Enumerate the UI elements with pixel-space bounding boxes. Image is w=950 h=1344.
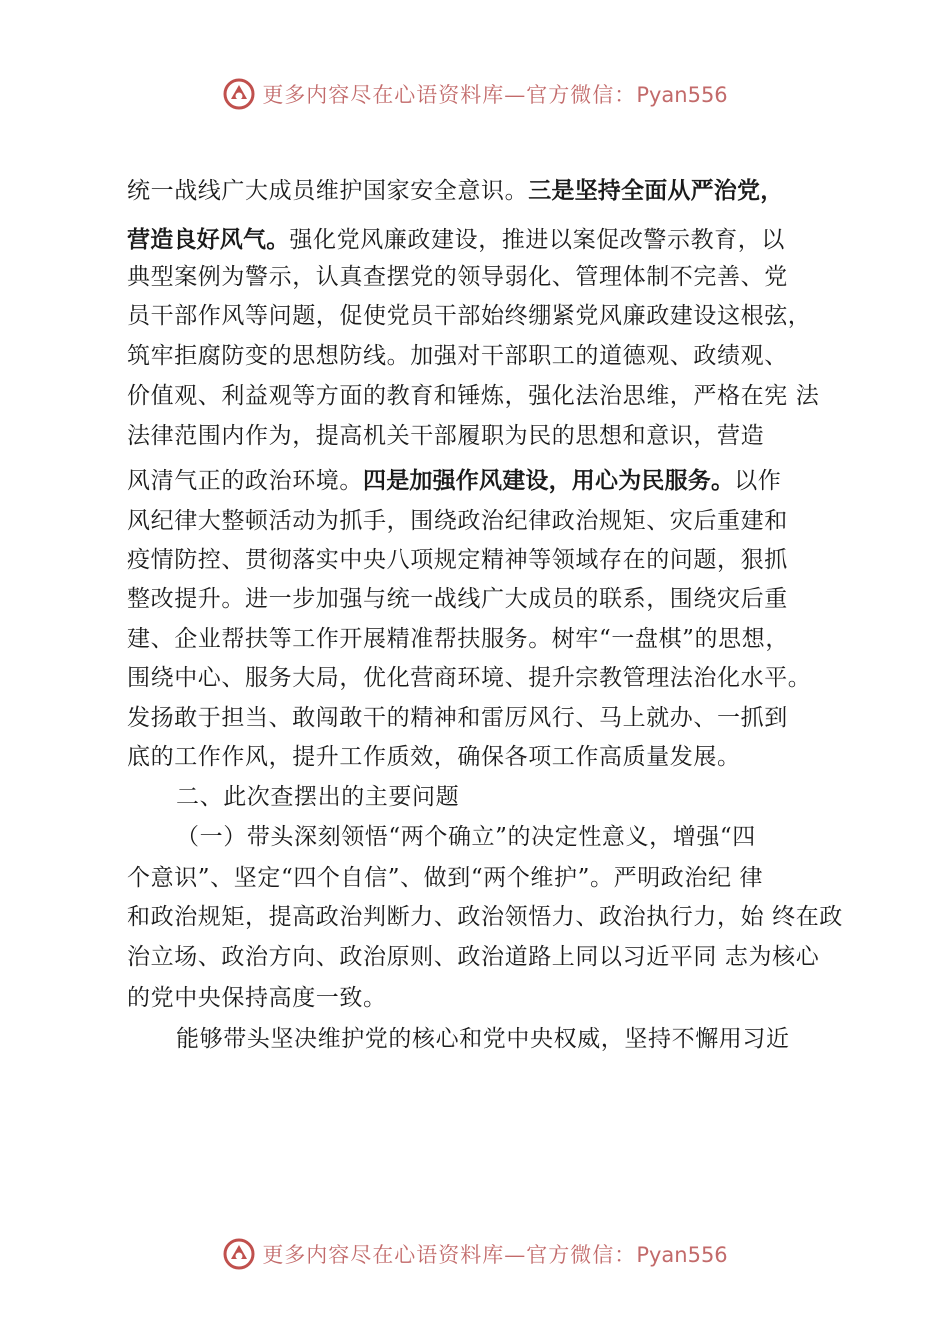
watermark-id: Pyan556 [636,1243,728,1267]
text-line [127,703,788,733]
text-line [127,301,811,331]
text-line [127,942,819,972]
text-segment: 以作 [734,468,782,494]
text-line [127,584,788,614]
text-line [127,421,764,451]
footer-watermark [0,1234,950,1274]
watermark-text: 更多内容尽在心语资料库—官方微信：Pyan556 [262,1243,728,1267]
text-segment: 建、企业帮扶等工作开展精准帮扶服务。树牢“一盘棋”的思想， [127,626,789,652]
text-line [127,663,811,693]
text-segment: 能够带头坚决维护党的核心和党中央权威，坚持不懈用习近 [176,1026,790,1052]
text-line [127,176,783,206]
text-line [127,624,789,654]
text-segment: 治立场、政治方向、政治原则、政治道路上同以习近平同 志为核心 [127,944,820,970]
text-line [127,466,781,496]
text-line [127,983,387,1013]
text-line [127,381,819,411]
watermark-text: 更多内容尽在心语资料库—官方微信：Pyan556 [262,83,728,107]
text-segment: 筑牢拒腐防变的思想防线。加强对干部职工的道德观、政绩观、 [127,343,788,369]
text-line [127,506,788,536]
text-line [127,902,843,932]
text-segment: 底的工作作风，提升工作质效，确保各项工作高质量发展。 [127,744,741,770]
bold-text: 营造良好风气。 [127,227,290,253]
text-line [127,863,763,893]
text-line [176,1024,790,1054]
watermark-id: Pyan556 [636,83,728,107]
text-line [176,782,459,812]
text-segment: 和政治规矩，提高政治判断力、政治领悟力、政治执行力，始 终在政 [127,904,843,930]
text-line [127,742,741,772]
text-segment: 员干部作风等问题，促使党员干部始终绷紧党风廉政建设这根弦， [127,303,812,329]
text-line [127,225,785,255]
text-segment: 风清气正的政治环境。 [127,468,363,494]
logo-icon [222,1237,256,1271]
text-segment: 法律范围内作为，提高机关干部履职为民的思想和意识，营造 [127,423,765,449]
text-line [176,822,756,852]
text-segment: 典型案例为警示，认真查摆党的领导弱化、管理体制不完善、党 [127,264,788,290]
text-segment: 个意识”、坚定“四个自信”、做到“两个维护”。严明政治纪 律 [127,865,764,891]
text-segment: 价值观、利益观等方面的教育和锤炼，强化法治思维，严格在宪 法 [127,383,820,409]
section-heading: 二、此次查摆出的主要问题 [176,784,460,810]
text-segment: 的党中央保持高度一致。 [127,985,387,1011]
text-segment: 围绕中心、服务大局，优化营商环境、提升宗教管理法治化水平。 [127,665,812,691]
text-line [127,341,788,371]
text-segment: 整改提升。进一步加强与统一战线广大成员的联系，围绕灾后重 [127,586,788,612]
text-segment: 疫情防控、贯彻落实中央八项规定精神等领域存在的问题，狠抓 [127,547,788,573]
text-segment: 强化党风廉政建设，推进以案促改警示教育，以 [289,227,786,253]
text-line [127,545,788,575]
text-line [127,262,788,292]
text-segment: 风纪律大整顿活动为抓手，围绕政治纪律政治规矩、灾后重建和 [127,508,788,534]
bold-text: 三是坚持全面从严治党， [528,178,784,204]
bold-text: 四是加强作风建设，用心为民服务。 [363,468,735,494]
text-segment: 统一战线广大成员维护国家安全意识。 [127,178,529,204]
text-segment: 发扬敢于担当、敢闯敢干的精神和雷厉风行、马上就办、一抓到 [127,705,788,731]
text-segment: （一）带头深刻领悟“两个确立”的决定性意义，增强“四 [176,824,756,850]
